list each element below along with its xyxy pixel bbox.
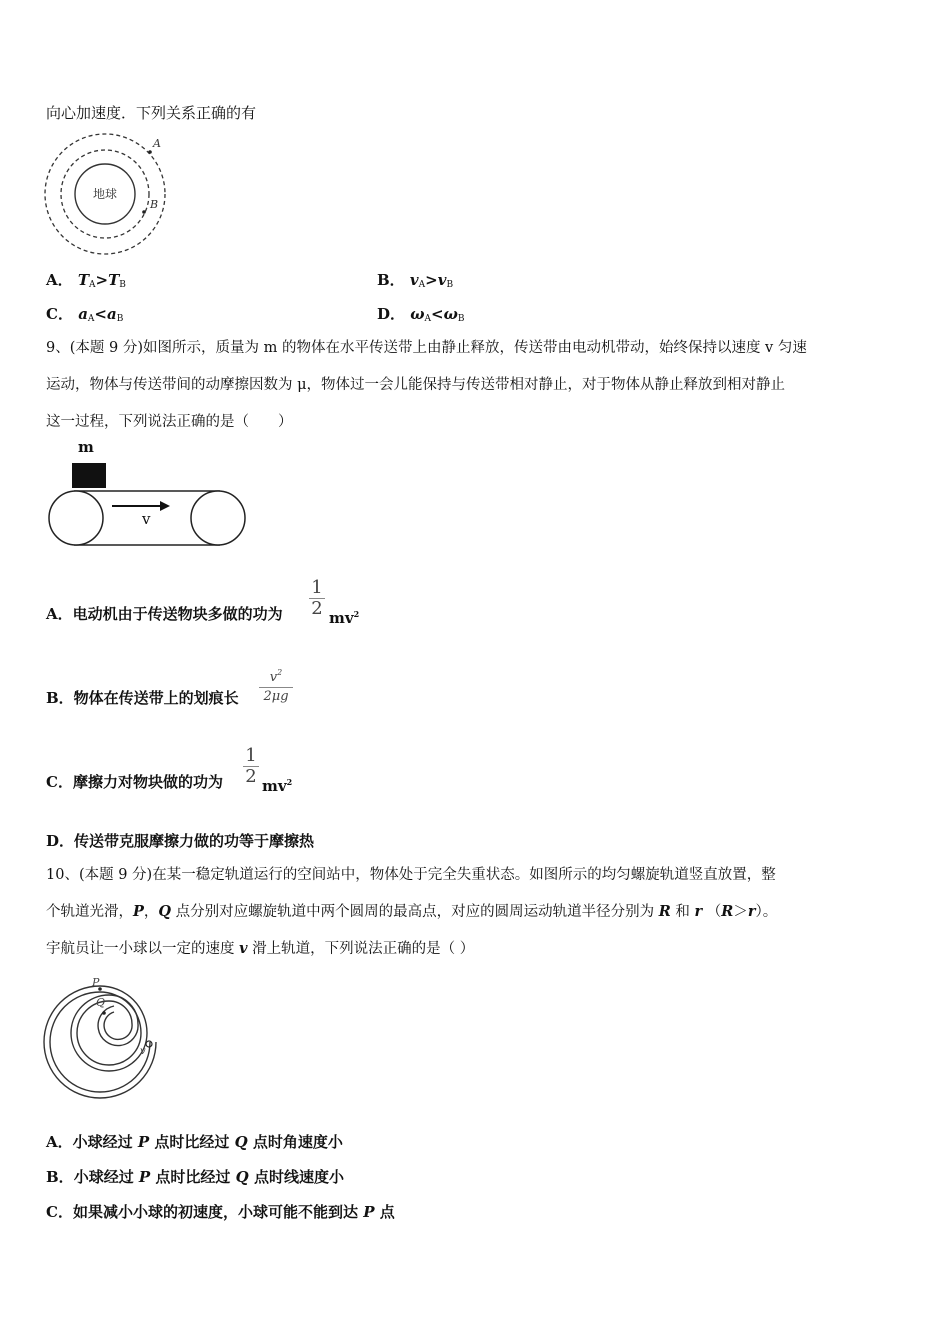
spiral-figure — [52, 978, 167, 1100]
q8-option-a[interactable]: A． $T_A>T_B$ — [46, 271, 126, 290]
q9-stem-line3: 这一过程，下列说法正确的是（ ） — [46, 414, 293, 430]
q9-option-b[interactable]: B．物体在传送带上的划痕长 — [46, 689, 239, 707]
q9-option-d[interactable]: D．传送带克服摩擦力做的功等于摩擦热 — [46, 832, 315, 850]
q9-option-b-fraction: $v^2$ 2μg — [259, 664, 293, 706]
earth-label: 地球 — [92, 187, 118, 201]
q9-stem-line1: 9、(本题 9 分)如图所示，质量为 m 的物体在水平传送带上由静止释放，传送带由电动机带动，始终保持以速度 v 匀速 — [46, 340, 807, 356]
orbit-figure — [40, 132, 175, 262]
conveyor-figure — [46, 436, 251, 548]
q10-option-c[interactable]: C．如果减小小球的初速度，小球可能不能到达 P 点 — [46, 1203, 395, 1221]
label-p: P — [92, 976, 100, 989]
satellite-a — [148, 150, 152, 154]
q10-stem-line1: 10、(本题 9 分)在某一稳定轨道运行的空间站中，物体处于完全失重状态。如图所示的均匀螺旋轨道竖直放置，整 — [46, 867, 776, 883]
q10-stem-line2: 个轨道光滑，P，Q 点分别对应螺旋轨道中两个圆周的最高点，对应的圆周运动轨道半径分别为 R 和 r （R＞r）。 — [46, 903, 778, 920]
q9-option-c-fraction: 1 2 — [243, 746, 259, 787]
label-q: Q — [96, 996, 106, 1009]
velocity-arrowhead — [160, 501, 170, 511]
q8-intro: 向心加速度．下列关系正确的有 — [46, 104, 257, 122]
q8-option-d[interactable]: D． $\omega_A<\omega_B$ — [377, 305, 465, 324]
q9-option-a-tail: $mv^2$ — [329, 609, 360, 627]
q10-option-b[interactable]: B．小球经过 P 点时比经过 Q 点时线速度小 — [46, 1168, 344, 1186]
label-a: A — [153, 137, 161, 150]
block — [72, 463, 106, 488]
satellite-b — [142, 210, 146, 214]
ball — [146, 1041, 152, 1047]
q10-stem-line3: 宇航员让一小球以一定的速度 v 滑上轨道，下列说法正确的是（ ） — [46, 940, 475, 957]
q8-option-b[interactable]: B． $v_A>v_B$ — [377, 271, 454, 290]
q9-option-a-fraction: 1 2 — [309, 578, 325, 619]
q10-option-a[interactable]: A．小球经过 P 点时比经过 Q 点时角速度小 — [46, 1133, 343, 1151]
left-roller — [49, 491, 103, 545]
right-roller — [191, 491, 245, 545]
q9-option-a[interactable]: A．电动机由于传送物块多做的功为 — [46, 605, 283, 623]
mass-label: m — [78, 438, 94, 456]
label-b: B — [150, 198, 159, 211]
q8-option-c[interactable]: C． $a_A<a_B$ — [46, 305, 124, 324]
label-v: v — [140, 1046, 146, 1057]
q9-option-c[interactable]: C．摩擦力对物块做的功为 — [46, 773, 223, 791]
q9-option-c-tail: $mv^2$ — [262, 777, 293, 795]
velocity-label: v — [142, 510, 151, 528]
q9-stem-line2: 运动，物体与传送带间的动摩擦因数为 μ，物体过一会儿能保持与传送带相对静止，对于物体从静止释放到相对静止 — [46, 377, 786, 393]
point-q — [102, 1011, 106, 1015]
